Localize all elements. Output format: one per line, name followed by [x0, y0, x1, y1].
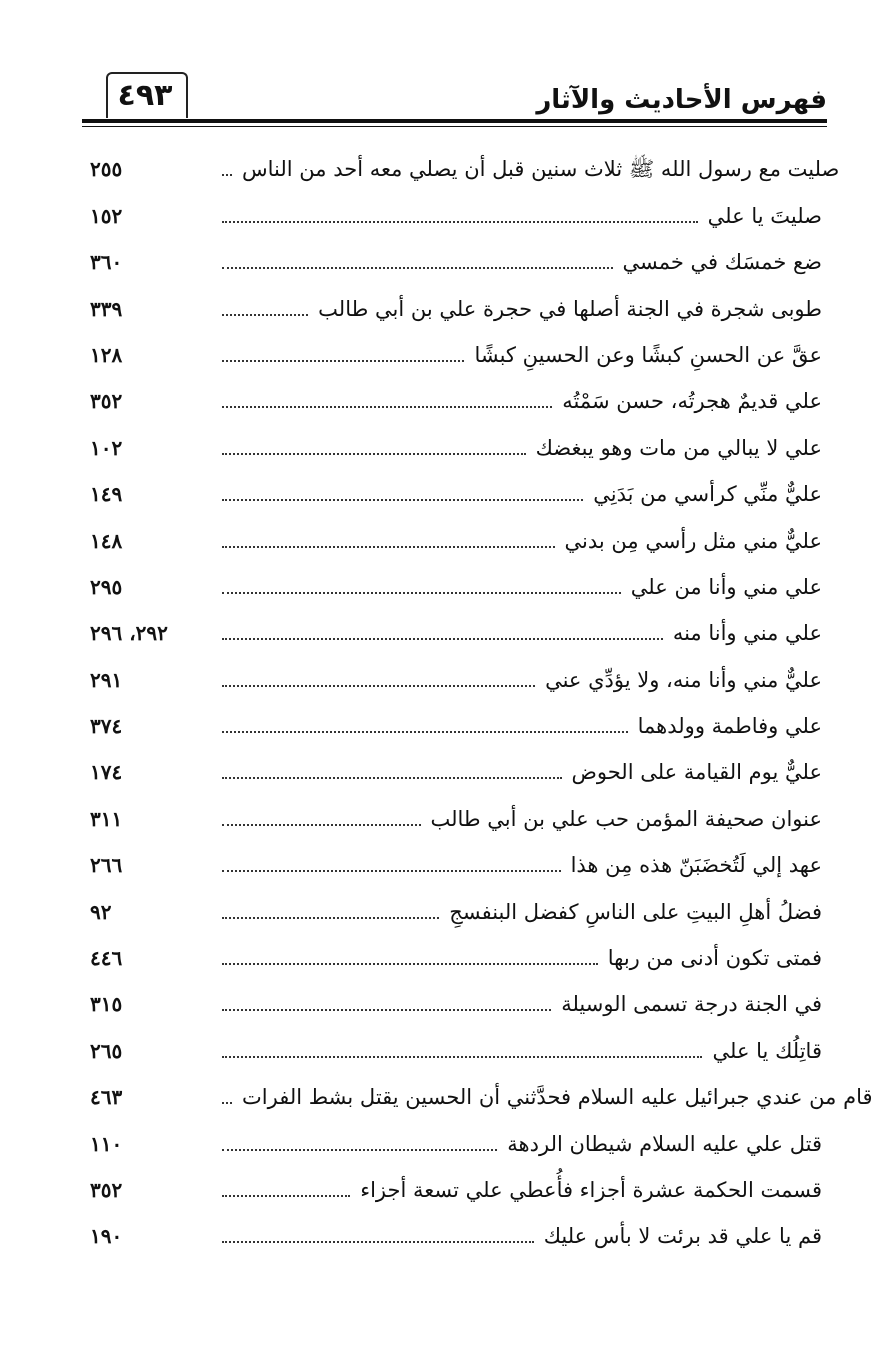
- dot-leader: [222, 1194, 350, 1197]
- dot-leader: [222, 1240, 534, 1243]
- index-entry: [90, 789, 822, 835]
- entry-text: عهد إلي لَتُخضَبَنّ هذه مِن هذا: [570, 853, 822, 878]
- entry-text: عنوان صحيفة المؤمن حب علي بن أبي طالب: [430, 806, 822, 831]
- dot-leader: [222, 591, 621, 594]
- index-entry: [90, 604, 822, 650]
- dot-leader: [222, 313, 308, 316]
- entry-text: قم يا علي قد برئت لا بأس عليك: [543, 1224, 822, 1249]
- dot-leader: [222, 498, 583, 501]
- entry-page-ref: ٩٢: [90, 899, 112, 924]
- index-entry: [90, 511, 822, 557]
- entry-page-ref: ٤٦٣: [90, 1085, 123, 1110]
- entry-page-ref: ٣٧٤: [90, 714, 123, 739]
- dot-leader: [222, 730, 628, 733]
- index-entry: [90, 279, 822, 325]
- index-entry: [90, 418, 822, 464]
- entry-text: صليت مع رسول الله ﷺ ثلاث سنين قبل أن يصلي معه أحد من الناس: [242, 157, 840, 182]
- entry-page-ref: ٣١٥: [90, 992, 123, 1017]
- dot-leader: [222, 1148, 497, 1151]
- entry-text: في الجنة درجة تسمى الوسيلة: [561, 992, 822, 1017]
- entry-text: علي مني وأنا من علي: [630, 574, 822, 599]
- entry-page-ref: ٤٤٦: [90, 946, 123, 971]
- index-entry: [90, 186, 822, 232]
- dot-leader: [222, 545, 555, 548]
- dot-leader: [222, 452, 526, 455]
- dot-leader: [222, 266, 613, 269]
- dot-leader: [222, 1101, 232, 1104]
- dot-leader: [222, 405, 552, 408]
- entry-page-ref: ٢٦٦: [90, 853, 123, 878]
- page-title: فهرس الأحاديث والآثار: [536, 85, 827, 115]
- index-entry: [90, 697, 822, 743]
- entry-text: عليٌّ مني وأنا منه، ولا يؤدِّي عني: [545, 667, 822, 692]
- entry-text: علي قديمٌ هجرتُه، حسن سَمْتُه: [562, 389, 822, 414]
- entry-page-ref: ١٢٨: [90, 342, 123, 367]
- index-entry: [90, 465, 822, 511]
- entry-page-ref: ١١٠: [90, 1131, 123, 1156]
- entry-text: ضع خمسَك في خمسي: [622, 250, 822, 275]
- dot-leader: [222, 916, 439, 919]
- entry-page-ref: ١٤٩: [90, 482, 123, 507]
- entry-text: فمتى تكون أدنى من ربها: [607, 946, 822, 971]
- entry-text: طوبى شجرة في الجنة أصلها في حجرة علي بن أبي طالب: [318, 296, 822, 321]
- index-entry: [90, 1161, 822, 1207]
- index-entry: [90, 372, 822, 418]
- index-entry: [90, 1114, 822, 1160]
- entry-text: علي وفاطمة وولدهما: [637, 714, 822, 739]
- dot-leader: [222, 823, 421, 826]
- entry-page-ref: ١٧٤: [90, 760, 123, 785]
- entry-text: علي لا يبالي من مات وهو يبغضك: [535, 435, 822, 460]
- header-rule: [82, 119, 827, 123]
- page-number: ٤٩٣: [117, 78, 173, 113]
- entry-page-ref: ٣٥٢: [90, 389, 123, 414]
- entry-text: عليٌّ يوم القيامة على الحوض: [571, 760, 822, 785]
- entry-text: عليٌّ مني مثل رأسي مِن بدني: [564, 528, 822, 553]
- entry-page-ref: ٣٦٠: [90, 250, 123, 275]
- dot-leader: [222, 1008, 551, 1011]
- entry-page-ref: ١٤٨: [90, 528, 123, 553]
- entry-text: عليٌّ منِّي كرأسي من بَدَنِي: [593, 482, 822, 507]
- entry-text: علي مني وأنا منه: [672, 621, 822, 646]
- dot-leader: [222, 1055, 702, 1058]
- entry-page-ref: ٢٦٥: [90, 1038, 123, 1063]
- index-entry: [90, 650, 822, 696]
- entry-text: قاتِلُك يا علي: [712, 1038, 822, 1063]
- index-entry: [90, 975, 822, 1021]
- dot-leader: [222, 220, 698, 223]
- dot-leader: [222, 962, 598, 965]
- index-entries: [90, 140, 873, 1253]
- dot-leader: [222, 776, 562, 779]
- entry-text: قسمت الحكمة عشرة أجزاء فأُعطي علي تسعة أجزاء: [360, 1177, 822, 1202]
- entry-text: عقَّ عن الحسنِ كبشًا وعن الحسينِ كبشًا: [474, 342, 822, 367]
- index-entry: [90, 929, 822, 975]
- page-header: [82, 68, 827, 124]
- entry-page-ref: ١٠٢: [90, 435, 123, 460]
- entry-page-ref: ٣١١: [90, 806, 123, 831]
- entry-text: صليتَ يا علي: [707, 203, 822, 228]
- dot-leader: [222, 637, 663, 640]
- index-entry: [90, 1207, 822, 1253]
- entry-page-ref: ٢٥٥: [90, 157, 123, 182]
- entry-page-ref: ١٥٢: [90, 203, 123, 228]
- entry-page-ref: ١٩٠: [90, 1224, 123, 1249]
- index-entry: [90, 1068, 873, 1114]
- entry-page-ref: ٢٩٥: [90, 574, 123, 599]
- index-entry: [90, 836, 822, 882]
- index-entry: [90, 233, 822, 279]
- index-entry: [90, 140, 840, 186]
- entry-text: قتل علي عليه السلام شيطان الردهة: [507, 1131, 822, 1156]
- entry-page-ref: ٣٣٩: [90, 296, 123, 321]
- entry-page-ref: ٢٩٢، ٢٩٦: [90, 621, 168, 646]
- dot-leader: [222, 173, 232, 176]
- entry-page-ref: ٢٩١: [90, 667, 123, 692]
- header-rule-thin: [82, 126, 827, 127]
- index-entry: [90, 326, 822, 372]
- entry-text: قام من عندي جبرائيل عليه السلام فحدَّثني أن الحسين يقتل بشط الفرات: [242, 1085, 873, 1110]
- index-entry: [90, 1021, 822, 1067]
- dot-leader: [222, 359, 464, 362]
- entry-page-ref: ٣٥٢: [90, 1177, 123, 1202]
- index-entry: [90, 558, 822, 604]
- dot-leader: [222, 869, 561, 872]
- index-entry: [90, 882, 822, 928]
- index-entry: [90, 743, 822, 789]
- dot-leader: [222, 684, 535, 687]
- entry-text: فضلُ أهلِ البيتِ على الناسِ كفضل البنفسجِ: [449, 899, 822, 924]
